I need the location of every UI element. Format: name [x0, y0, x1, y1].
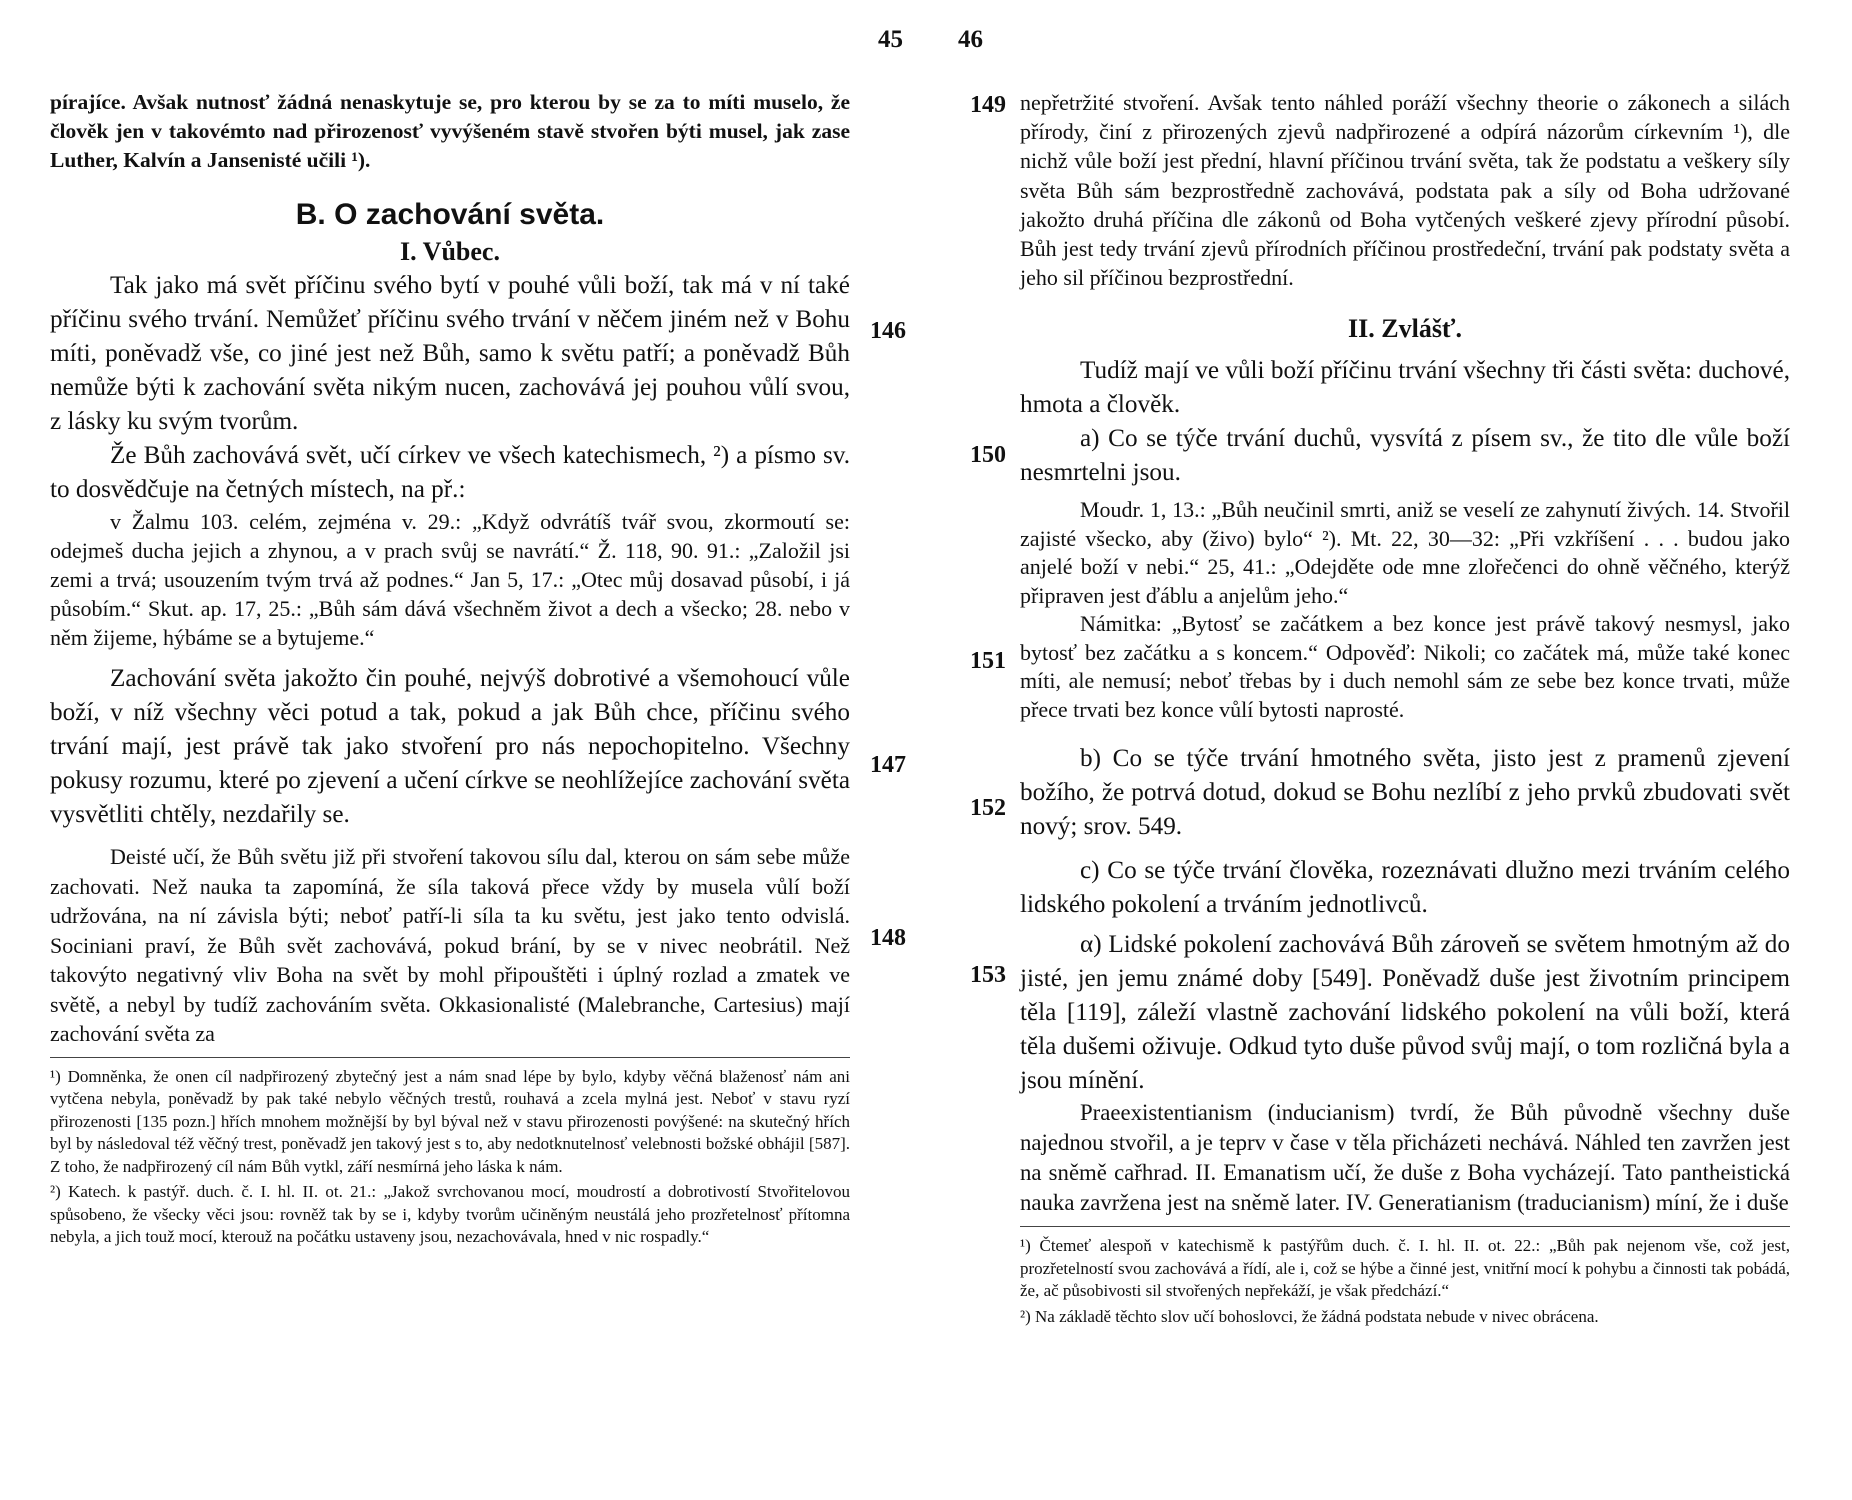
margin-number-146: 146 [870, 318, 906, 344]
section-heading-ii: II. Zvlášť. [1348, 314, 1462, 344]
section-heading-i: I. Vůbec. [400, 237, 500, 266]
intro-paragraph: pírajíce. Avšak nutnosť žádná nenaskytuje se, pro kterou by se za to míti muselo, že člověk jen v takovémto nad přirozenosť vyvýšeném stavě stvořen býti musel, jak zase Luther, Kalvín a Jansenisté učili ¹). [50, 90, 850, 172]
paragraph-c: c) Co se týče trvání člověka, rozeznávati dlužno mezi trváním celého lidského pokolení a trváním jednotlivců. [1020, 857, 1790, 919]
footnote-divider [50, 1057, 850, 1058]
paragraph-151: Námitka: „Bytosť se začátkem a bez konce jest právě takový nesmysl, jako bytosť bez začátku a s koncem.“ Odpověď: Nikoli; co začátek má, může také konec míti, ale nemusí; neboť třebas by i duch nemohl sám ze sebe bez konce trvati, může přece trvati bez konce vůlí bytosti naprosté. [1020, 611, 1790, 722]
section-heading-b: B. O zachování světa. [295, 198, 605, 231]
paragraph-148: Deisté učí, že Bůh světu již při stvoření takovou sílu dal, kterou on sám sebe může zachovati. Než nauka ta zapomíná, že síla taková přece vždy by musela vůlí boží udržována, na ní závisla býti; neboť patří-li síla ta ku světu, jest jako tento odvislá. Sociniani praví, že Bůh svět zachovává, pokud brání, by se v nivec neobrátil. Než takovýto negativný vliv Boha na svět by mohl připouštěti i úplný rozlad a zmatek ve světě, a nebyl by tudíž zachováním světa. Okkasionalisté (Malebranche, Cartesius) mají zachování světa za [50, 844, 850, 1046]
margin-number-152: 152 [970, 795, 1006, 821]
scripture-quotes: v Žalmu 103. celém, zejména v. 29.: „Když odvrátíš tvář svou, zkormoutí se: odejmeš ducha jejich a zhynou, a v prach svůj se navrátí.“ Ž. 118, 90. 91.: „Založil jsi zemi a trvá; usouzením tvým trvá až podnes.“ Jan 5, 17.: „Otec můj dosavad působí, i já působím.“ Skut. ap. 17, 25.: „Bůh sám dává všechněm život a dech a všecko; 28. nebo v něm žijeme, hýbáme se a bytujeme.“ [50, 509, 850, 650]
left-page-number: 45 [878, 26, 903, 53]
paragraph-149: nepřetržité stvoření. Avšak tento náhled poráží všechny theorie o zákonech a silách přírody, činí z přirozených zjevů nadpřirozené a odpírá názorům církevním ¹), dle nichž vůle boží jest přední, hlavní příčinou trvání světa, tak že podstatu a veškery síly světa Bůh sám bezprostředně zachovává, podstata pak a síly od Boha udržované jakožto druhá příčina dle zákonů od Boha vytčených veškeré zjevy přírodní působí. Bůh jest tedy trvání zjevů přírodních příčinou prostředeční, trvání pak podstaty světa a jeho sil příčinou bezprostřední. [1020, 90, 1790, 291]
right-page [1020, 88, 1790, 1331]
footnote-1-right: ¹) Čtemeť alespoň v katechismě k pastýřům duch. č. I. hl. II. ot. 22.: „Bůh pak nejenom vše, což jest, prozřetelností svou zachovává a řídí, ale i, což se hýbe a činné jest, vnitřní mocí k pohybu a činnosti tak pobádá, že, ač působivosti sil stvořených nepřekáží, je však předchází.“ [1020, 1236, 1790, 1301]
margin-number-153: 153 [970, 962, 1006, 988]
footnote-divider-right [1020, 1226, 1790, 1227]
margin-number-148: 148 [870, 925, 906, 951]
paragraph-147: Zachování světa jakožto čin pouhé, nejvýš dobrotivé a všemohoucí vůle boží, v níž všechny věci potud a tak, pokud a jak Bůh chce, příčinu svého trvání mají, jest právě tak jako stvoření pro nás nepochopitelno. Všechny pokusy rozumu, které po zjevení a učení církve se neohlížejíce zachování světa vysvětliti chtěly, nezdařily se. [50, 665, 850, 828]
margin-number-147: 147 [870, 752, 906, 778]
footnote-2-left: ²) Katech. k pastýř. duch. č. I. hl. II. ot. 21.: „Jakož svrchovanou mocí, moudrostí a dobrotivostí Stvořitelovou spůsobeno, že všecky věci jsou: rovněž tak by se i, kdyby tvorům učiněným neustálá jeho prozřetelnosť přítomna nebyla, a jich touž mocí, kterouž na počátku ustaveny jsou, nezachovávala, hned v nic rospadly.“ [50, 1182, 850, 1246]
footnote-2-right: ²) Na základě těchto slov učí bohoslovci, že žádná podstata nebude v nivec obrácena. [1020, 1306, 1599, 1326]
paragraph-152: b) Co se týče trvání hmotného světa, jisto jest z pramenů zjevení božího, že potrvá dotud, dokud se Bohu nezlíbí z jeho prvků zbudovati svět nový; srov. 549. [1020, 745, 1790, 841]
margin-number-151: 151 [970, 648, 1006, 674]
paragraph-praeexistentianism: Praeexistentianism (inducianism) tvrdí, že Bůh původně všechny duše najednou stvořil, a je teprv v čase v těla přicházeti nechává. Náhled ten zavržen jest na sněmě cařhrad. II. Emanatism učí, že duše z Boha vycházejí. Tato pantheistická nauka zavržena jest na sněmě later. IV. Generatianism (traducianism) míní, že i duše [1020, 1100, 1790, 1216]
margin-number-149: 149 [970, 92, 1006, 118]
paragraph-scripture: Že Bůh zachovává svět, učí církev ve všech katechismech, ²) a písmo sv. to dosvědčuje na četných místech, na př.: [50, 442, 850, 503]
margin-number-150: 150 [970, 442, 1006, 468]
paragraph-150-quotes: Moudr. 1, 13.: „Bůh neučinil smrti, aniž se veselí ze zahynutí živých. 14. Stvořil zajisté všecko, aby (živo) bylo“ ²). Mt. 22, 30—32: „Při vzkříšení . . . budou jako anjelé boží v nebi.“ 25, 41.: „Odejděte ode mne zlořečenci do ohně věčného, kterýž připraven jest ďáblu a anjelům jeho.“ [1020, 497, 1790, 608]
right-page-number: 46 [958, 26, 983, 53]
paragraph-146: Tak jako má svět příčinu svého bytí v pouhé vůli boží, tak má v ní také příčinu svého trvání. Nemůžeť příčinu svého trvání v něčem jiném než v Bohu míti, poněvadž vše, co jiné jest než Bůh, samo k světu patří; a poněvadž Bůh nemůže býti k zachování světa nikým nucen, zachovává jej pouhou vůlí svou, z lásky ku svým tvorům. [50, 272, 850, 435]
footnote-1-left: ¹) Domněnka, že onen cíl nadpřirozený zbytečný jest a nám snad lépe by bylo, kdyby věčná blaženosť nám ani vytčena nebyla, poněvadž by pak také nebylo věčných trestů, rouhavá a zcela mylná jest. Neboť v stavu ryzí přirozenosti [135 pozn.] hřích mnohem možnější by byl býval než v stavu přirozenosti povýšené: na skutečný hřích byl by následoval též věčný trest, poněvadž jen takový jest s to, aby nedotknutelnosť velebnosti božské obhájil [587]. Z toho, že nadpřirozený cíl nám Bůh vytkl, září nesmírná jeho láska k nám. [50, 1066, 850, 1176]
paragraph-150: a) Co se týče trvání duchů, vysvítá z písem sv., že tito dle vůle boží nesmrtelni jsou. [1020, 425, 1790, 487]
left-page [50, 88, 850, 1252]
paragraph-153: α) Lidské pokolení zachovává Bůh zároveň se světem hmotným až do jisté, jen jemu známé doby [549]. Poněvadž duše jest životním principem těla [119], záleží vlastně zachování lidského pokolení na vůli boží, která těla dušemi oživuje. Odkud tyto duše původ svůj mají, o tom rozličná byla a jsou mínění. [1020, 931, 1790, 1095]
paragraph-intro-ii: Tudíž mají ve vůli boží příčinu trvání všechny tři části světa: duchové, hmota a člověk. [1020, 357, 1790, 419]
